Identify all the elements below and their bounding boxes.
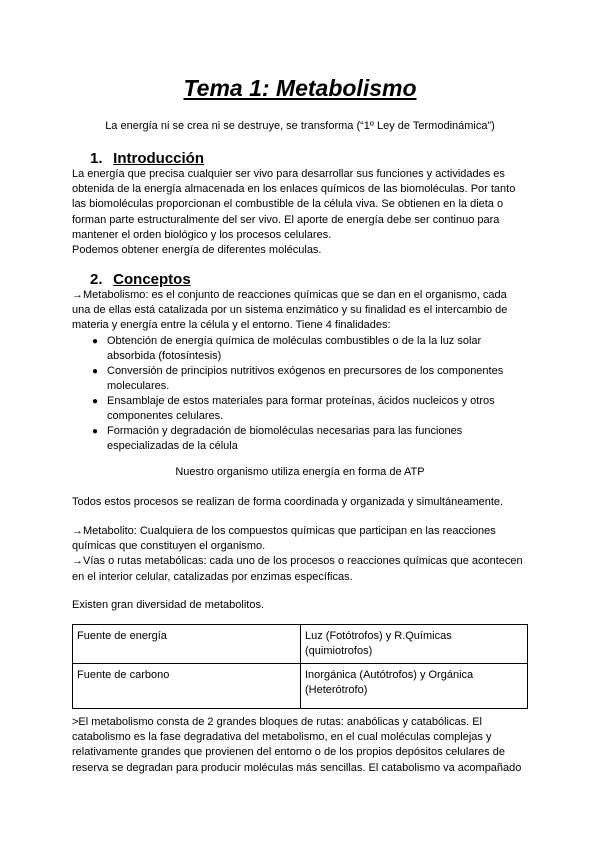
text-line: Podemos obtener energía de diferentes moléculas. — [72, 244, 322, 257]
text-line: forman parte estructuralmente del ser vivo. El aporte de energía debe ser continuo para — [72, 213, 500, 226]
coordination-paragraph — [72, 495, 532, 510]
text-line: Obtención de energía química de moléculas combustibles o de la la luz solar — [107, 335, 482, 347]
text-line: →Metabolismo: es el conjunto de reacciones químicas que se dan en el organismo, cada — [72, 289, 507, 301]
section-heading-introduccion — [90, 149, 204, 169]
bullet-icon: ● — [92, 396, 99, 407]
intro-paragraph — [72, 167, 532, 258]
text-line: moleculares. — [107, 380, 170, 392]
table-cell-label: Fuente de carbono — [73, 664, 301, 709]
text-line: absorbida (fotosíntesis) — [107, 350, 222, 362]
text-line: obtenida de la energía almacenada en los enlaces químicos de las biomoléculas. Por tanto — [72, 183, 516, 196]
text-line: Todos estos procesos se realizan de forma coordinada y organizada y simultáneamente. — [72, 496, 504, 508]
section-number: 1. — [90, 150, 103, 167]
section-heading-conceptos — [90, 270, 191, 290]
metabolite-sources-table — [72, 624, 528, 709]
table-row — [73, 664, 528, 709]
section-title: Conceptos — [113, 271, 191, 288]
list-item — [72, 394, 532, 424]
text-line: Ensamblaje de estos materiales para formar proteínas, ácidos nucleicos y otros — [107, 395, 495, 407]
diversity-paragraph — [72, 598, 532, 613]
bullet-icon: ● — [92, 426, 99, 437]
bullet-icon: ● — [92, 366, 99, 377]
text-line: >El metabolismo consta de 2 grandes bloques de rutas: anabólicas y catabólicas. El — [72, 716, 482, 728]
text-line: →Vías o rutas metabólicas: cada uno de los procesos o reacciones químicas que acontecen — [72, 555, 523, 568]
closing-paragraph — [72, 715, 532, 776]
text-line: Luz (Fotótrofos) y R.Químicas — [305, 630, 452, 642]
table-row — [73, 625, 528, 664]
text-line: mantener el orden biológico y los procesos celulares. — [72, 228, 332, 241]
text-line: (Heterótrofo) — [305, 684, 368, 696]
section-number: 2. — [90, 271, 103, 288]
text-line: las biomoléculas proporcionan el combustible de la célula viva. Se obtienen en la dieta o — [72, 198, 504, 211]
text-line: reserva se degradan para producir moléculas más sencillas. El catabolismo va acompañado — [72, 761, 522, 774]
list-item — [72, 424, 532, 454]
text-line: →Metabolito: Cualquiera de los compuestos químicas que participan en las reacciones — [72, 525, 496, 537]
text-line: (quimiotrofos) — [305, 645, 373, 657]
section-title: Introducción — [113, 150, 204, 167]
text-line: Existen gran diversidad de metabolitos. — [72, 599, 264, 611]
text-line: relativamente grandes que provienen del entorno o de los propios depósitos celulares de — [72, 746, 505, 759]
text-line: Inorgánica (Autótrofos) y Orgánica — [305, 669, 474, 681]
text-line: componentes celulares. — [107, 410, 224, 422]
table-cell-value — [301, 625, 528, 664]
text-line: especializadas de la célula — [107, 440, 238, 452]
list-item — [72, 334, 532, 364]
text-line: Conversión de principios nutritivos exógenos en precursores de los componentes — [107, 365, 504, 377]
text-line: catabolismo es la fase degradativa del metabolismo, en el cual moléculas complejas y — [72, 731, 492, 744]
text-line: una de ellas está catalizada por un sistema enzimático y su finalidad es el intercambio de — [72, 304, 508, 317]
text-line: en el interior celular, catalizadas por enzimas específicas. — [72, 570, 353, 583]
text-line: químicas que constituyen el organismo. — [72, 540, 266, 553]
bullet-icon: ● — [92, 336, 99, 347]
page-title: Tema 1: Metabolismo — [183, 75, 417, 101]
table-cell-label: Fuente de energía — [73, 625, 301, 664]
text-line: La energía que precisa cualquier ser vivo para desarrollar sus funciones y actividades es — [72, 168, 505, 180]
atp-note: Nuestro organismo utiliza energía en forma de ATP — [175, 466, 425, 478]
list-item — [72, 364, 532, 394]
metabolito-definition — [72, 524, 532, 585]
metabolismo-definition — [72, 288, 532, 334]
text-line: Formación y degradación de biomoléculas necesarias para las funciones — [107, 425, 463, 437]
table-cell-value — [301, 664, 528, 709]
text-line: materia y energía entre la célula y el entorno. Tiene 4 finalidades: — [72, 319, 391, 332]
finalidades-list — [72, 334, 532, 454]
subtitle-quote: La energía ni se crea ni se destruye, se transforma (“1º Ley de Termodinámica”) — [105, 120, 495, 132]
